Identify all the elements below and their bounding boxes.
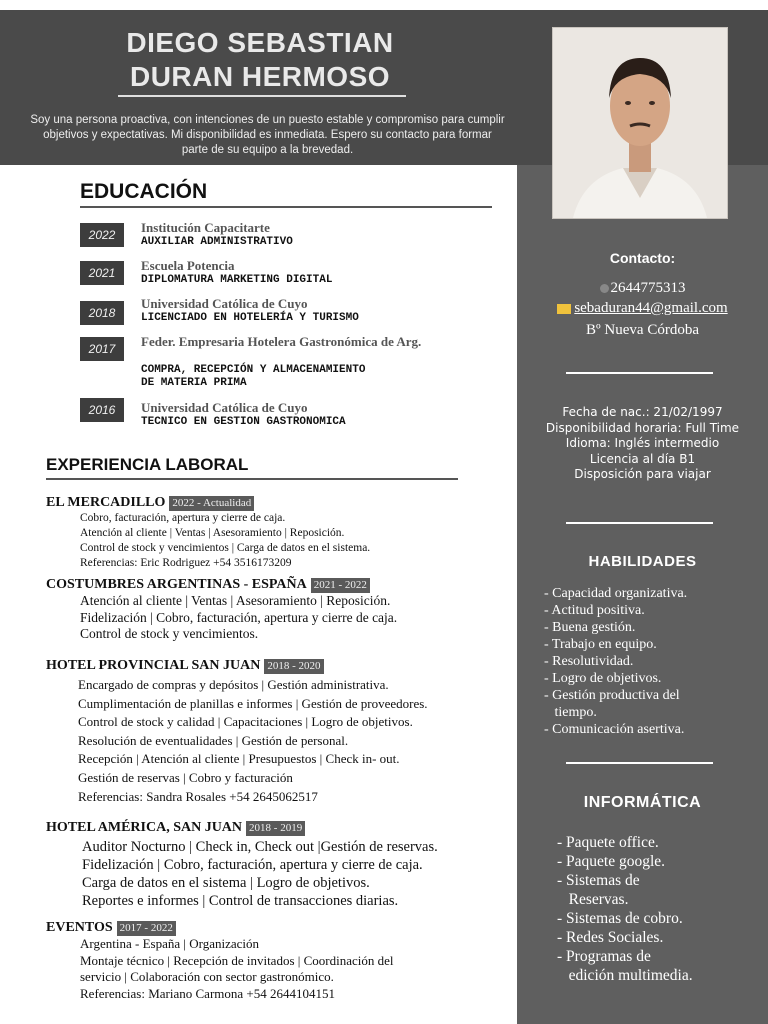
skills-list <box>544 585 764 738</box>
job-line: Control de stock y vencimientos | Carga de datos en el sistema. <box>80 542 371 554</box>
informatica-item: - Paquete office. <box>557 834 659 851</box>
job-line: Argentina - España | Organización <box>80 936 260 951</box>
period-badge: 2022 - Actualidad <box>169 496 254 511</box>
degree: COMPRA, RECEPCIÓN Y ALMACENAMIENTO DE MATERIA PRIMA <box>141 364 366 389</box>
degree: LICENCIADO EN HOTELERÍA Y TURISMO <box>141 312 359 324</box>
period-badge: 2018 - 2020 <box>264 659 323 674</box>
informatica-item: Reservas. <box>557 891 629 908</box>
skill-item: - Trabajo en equipo. <box>544 637 657 652</box>
job-line: servicio | Colaboración con sector gastronómico. <box>80 969 334 984</box>
company-name: HOTEL PROVINCIAL SAN JUAN <box>46 658 261 673</box>
company-name: COSTUMBRES ARGENTINAS - ESPAÑA <box>46 577 307 592</box>
informatica-item: - Sistemas de <box>557 872 640 889</box>
skill-item: - Comunicación asertiva. <box>544 722 685 737</box>
sidebar-divider <box>566 372 713 374</box>
experience-title: EXPERIENCIA LABORAL <box>46 455 249 474</box>
skill-item: - Buena gestión. <box>544 620 636 635</box>
email-address: sebaduran44@gmail.com <box>574 300 728 316</box>
skill-item: - Gestión productiva del <box>544 688 680 703</box>
person-photo-icon <box>553 28 727 218</box>
profile-photo <box>552 27 728 219</box>
company-name: EVENTOS <box>46 920 113 935</box>
skill-item: - Resolutividad. <box>544 654 634 669</box>
job-line: Cobro, facturación, apertura y cierre de caja. <box>80 512 286 524</box>
job-line: Control de stock y vencimientos. <box>80 626 259 641</box>
year-badge: 2021 <box>80 261 124 285</box>
informatica-item: - Paquete google. <box>557 853 666 870</box>
informatica-item: - Redes Sociales. <box>557 929 664 946</box>
personal-info <box>517 405 768 483</box>
job-line: Encargado de compras y depósitos | Gestión administrativa. <box>78 677 389 692</box>
job-line: Gestión de reservas | Cobro y facturación <box>78 769 293 785</box>
job-line: Recepción | Atención al cliente | Presupuestos | Check in- out. <box>78 751 400 767</box>
contact-phone[interactable] <box>517 280 768 297</box>
name-line-1: DIEGO SEBASTIAN <box>126 27 394 58</box>
job-line: Referencias: Eric Rodriguez +54 3516173209 <box>80 557 292 569</box>
sidebar-divider <box>566 522 713 524</box>
job-line: Fidelización | Cobro, facturación, apertura y cierre de caja. <box>82 857 423 873</box>
company-name: EL MERCADILLO <box>46 495 166 510</box>
degree: DIPLOMATURA MARKETING DIGITAL <box>141 274 333 286</box>
job-line: Atención al cliente | Ventas | Asesoramiento | Reposición. <box>80 527 345 539</box>
degree: TECNICO EN GESTION GASTRONOMICA <box>141 416 346 428</box>
job-line: Auditor Nocturno | Check in, Check out |Gestión de reservas. <box>82 839 438 855</box>
job-line: Control de stock y calidad | Capacitaciones | Logro de objetivos. <box>78 714 413 730</box>
institution: Escuela Potencia <box>141 258 235 273</box>
phone-icon <box>600 284 609 293</box>
informatica-item: - Sistemas de cobro. <box>557 910 683 927</box>
envelope-icon <box>557 304 571 314</box>
job-entry <box>46 577 516 643</box>
phone-number: 2644775313 <box>610 280 686 296</box>
job-entry <box>46 658 516 806</box>
education-divider <box>80 206 492 208</box>
skill-item: - Capacidad organizativa. <box>544 586 688 601</box>
experience-divider <box>46 478 458 480</box>
year-badge: 2016 <box>80 398 124 422</box>
year-badge: 2017 <box>80 337 124 361</box>
period-badge: 2017 - 2022 <box>117 921 176 936</box>
personal-line: Licencia al día B1 <box>589 451 696 466</box>
institution: Institución Capacitarte <box>141 220 270 235</box>
job-line: Fidelización | Cobro, facturación, apertura y cierre de caja. <box>80 609 398 625</box>
contact-address: Bº Nueva Córdoba <box>586 322 699 338</box>
institution: Feder. Empresaria Hotelera Gastronómica de Arg. <box>141 334 422 349</box>
degree: AUXILIAR ADMINISTRATIVO <box>141 236 293 248</box>
job-line: Referencias: Sandra Rosales +54 2645062517 <box>78 788 318 804</box>
institution: Universidad Católica de Cuyo <box>141 296 308 311</box>
job-line: Referencias: Mariano Carmona +54 2644104151 <box>80 985 335 1001</box>
job-line: Montaje técnico | Recepción de invitados | Coordinación del <box>80 952 394 968</box>
year-badge: 2022 <box>80 223 124 247</box>
personal-line: Fecha de nac.: 21/02/1997 <box>562 405 723 419</box>
job-line: Atención al cliente | Ventas | Asesoramiento | Reposición. <box>80 593 391 608</box>
personal-line: Idioma: Inglés intermedio <box>565 436 720 450</box>
name-underline <box>118 95 406 97</box>
skill-item: - Actitud positiva. <box>544 603 645 618</box>
skill-item: tiempo. <box>544 705 597 720</box>
job-line: Cumplimentación de planillas e informes | Gestión de proveedores. <box>78 695 428 711</box>
job-line: Reportes e informes | Control de transacciones diarias. <box>82 893 399 909</box>
institution: Universidad Católica de Cuyo <box>141 400 308 415</box>
period-badge: 2021 - 2022 <box>311 578 370 593</box>
skills-title: HABILIDADES <box>588 553 697 570</box>
job-line: Resolución de eventualidades | Gestión de personal. <box>78 732 349 748</box>
year-badge: 2018 <box>80 301 124 325</box>
name-line-2: DURAN HERMOSO <box>129 61 391 92</box>
informatica-item: edición multimedia. <box>557 967 693 984</box>
skill-item: - Logro de objetivos. <box>544 671 662 686</box>
job-entry <box>46 495 516 571</box>
contact-title: Contacto: <box>609 250 676 266</box>
company-name: HOTEL AMÉRICA, SAN JUAN <box>46 820 243 835</box>
period-badge: 2018 - 2019 <box>246 821 305 836</box>
sidebar-divider <box>566 762 713 764</box>
job-entry <box>46 820 516 910</box>
education-title: EDUCACIÓN <box>80 180 208 203</box>
personal-line: Disponibilidad horaria: Full Time <box>545 420 740 435</box>
informatica-list <box>557 833 762 985</box>
informatica-item: - Programas de <box>557 948 651 965</box>
profile-summary: Soy una persona proactiva, con intenciones de un puesto estable y compromiso para cumplir objetivos y expectativas. Mi disponibilidad es inmediata. Espero su contacto para formar parte de su equipo a la brevedad. <box>30 114 505 156</box>
contact-email-link[interactable] <box>517 300 768 317</box>
job-entry <box>46 920 516 1002</box>
personal-line: Disposición para viajar <box>574 467 711 481</box>
informatica-title: INFORMÁTICA <box>583 794 702 811</box>
job-line: Carga de datos en el sistema | Logro de objetivos. <box>82 875 370 891</box>
